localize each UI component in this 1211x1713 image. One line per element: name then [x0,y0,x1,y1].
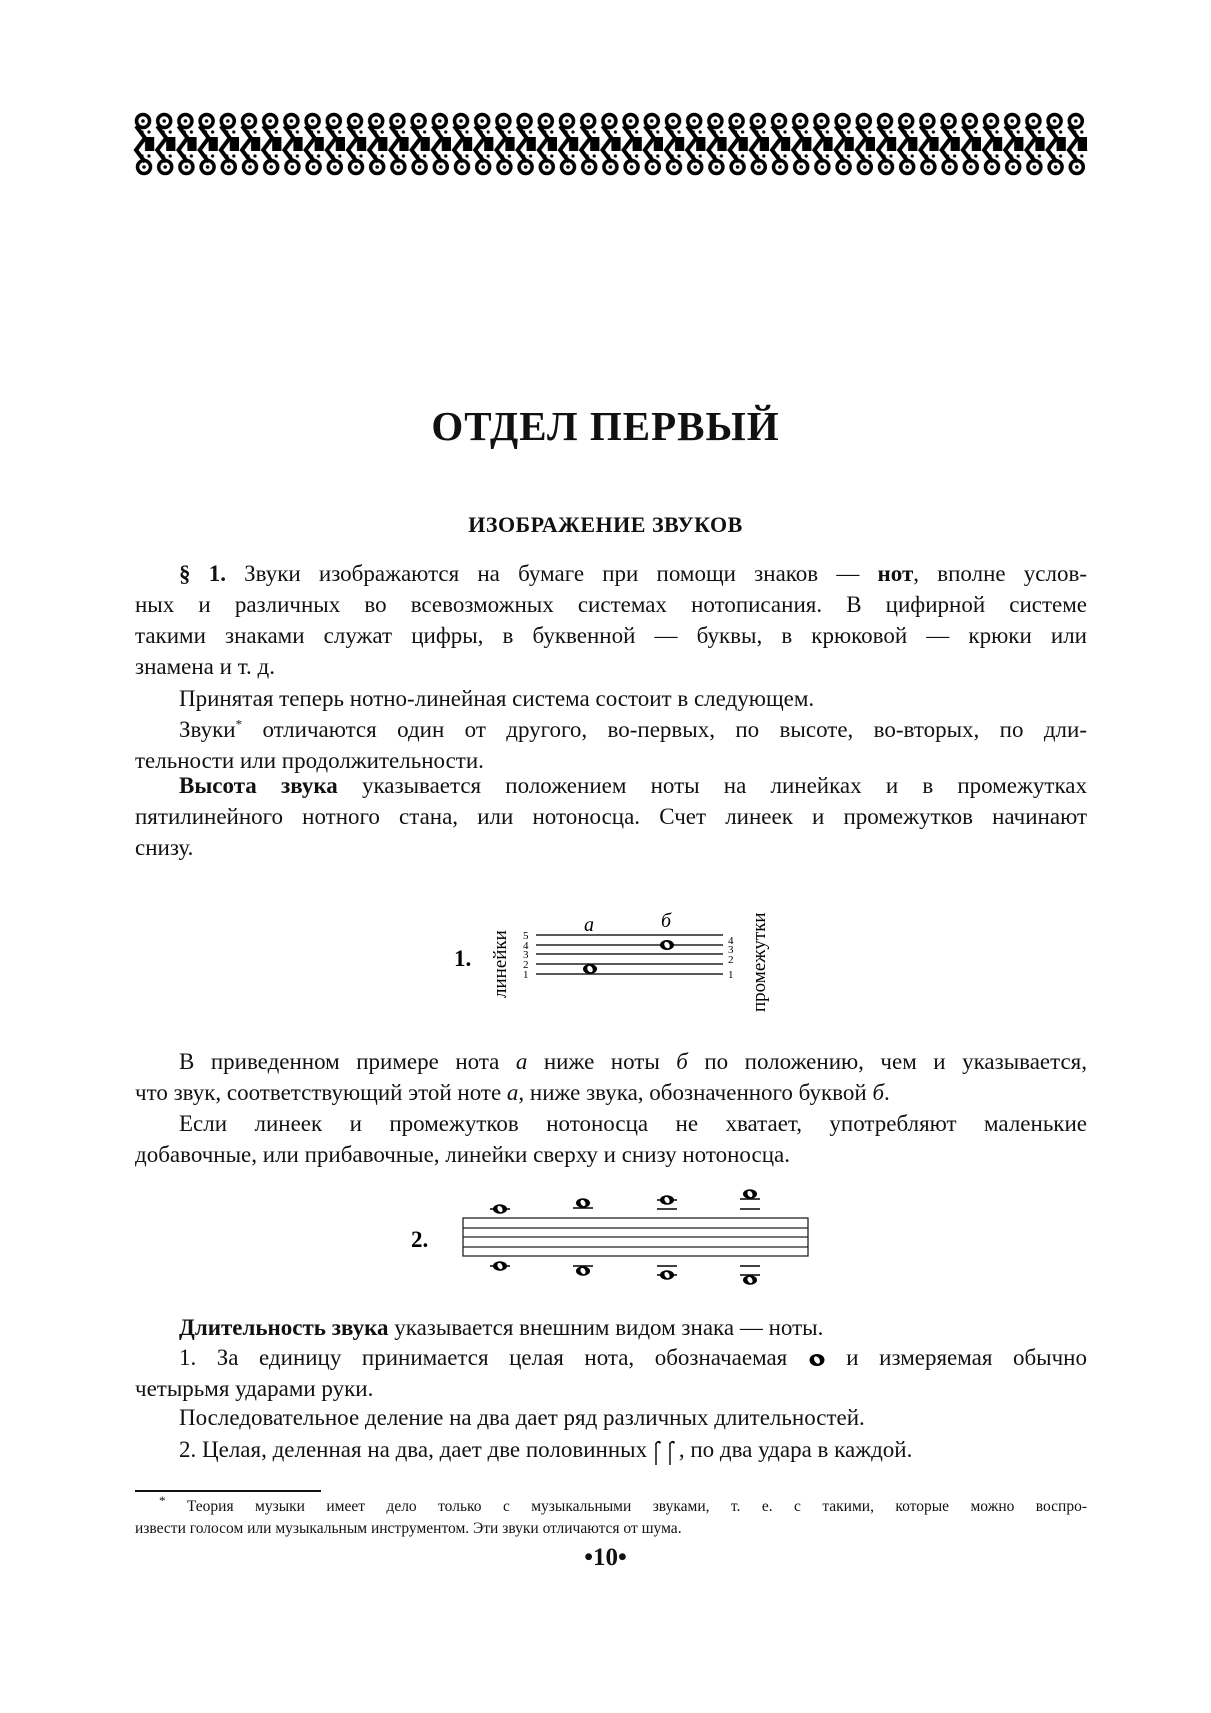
text: , ниже звука, обозначенного буквой [518,1080,873,1105]
text: , по два удара в каждой. [678,1437,913,1462]
space-number: 3 [728,944,734,956]
whole-note-a [583,964,597,974]
whole-note-icon [808,1351,826,1367]
line-number: 1 [523,969,529,981]
staff [463,1218,808,1256]
text-line: четырьмя ударами руки. [135,1376,374,1401]
text-line: тельности или продолжительности. [135,748,484,773]
text-line [135,714,1087,745]
note-ref: а [515,1049,528,1074]
text: В приведенном примере нота [179,1049,516,1074]
footnote-ref[interactable]: * [235,716,243,732]
paragraph-3 [135,714,1087,776]
text: 2. Целая, деленная на два, дает две половинных [179,1437,653,1462]
paragraph-6 [135,1108,1087,1170]
term-bold: Длительность звука [179,1315,389,1340]
text-line [135,1312,1087,1343]
label-spaces: промежутки [749,912,770,1012]
section-title: ИЗОБРАЖЕНИЕ ЗВУКОВ [468,512,743,537]
text-line: Последовательное деление на два дает ряд различных длительностей. [179,1405,865,1430]
text-line: Принятая теперь нотно-линейная система состоит в следующем. [179,686,815,711]
paragraph-2 [135,683,1087,714]
footnote [135,1492,1087,1540]
text-line: такими знаками служат цифры, в буквенной — буквы, в крюковой — крюки или [135,623,1087,648]
page-number [0,1544,1211,1572]
text-line [135,1077,1087,1108]
bullet-icon: • [584,1544,593,1571]
text-line [135,770,1087,801]
space-number: 2 [728,954,734,966]
text: . [884,1080,890,1105]
footnote-line [135,1492,1087,1518]
bullet-icon: • [618,1544,627,1571]
term-bold: нот [877,561,914,586]
text-line [135,1342,1087,1373]
note-label-a: а [584,914,594,936]
line-number: 2 [523,959,529,971]
paragraph-4 [135,770,1087,863]
text: что звук, соответствующий этой ноте [135,1080,507,1105]
footnote-line: извести голосом или музыкальным инструментом. Эти звуки отличаются от шума. [135,1520,682,1537]
note-ref: б [872,1080,885,1105]
half-notes-icon [653,1438,679,1466]
space-number: 1 [728,969,734,981]
footnote-mark: * [159,1492,166,1508]
paragraph-8 [135,1342,1087,1404]
paragraph-5 [135,1046,1087,1108]
text-line: снизу. [135,835,194,860]
ornament-border [133,112,1088,176]
text-line: Если линеек и промежутков нотоносца не хватает, употребляют маленькие [179,1111,1087,1136]
line-number: 3 [523,949,529,961]
note-ref: б [676,1049,688,1074]
text: 1. За единицу принимается целая нота, обозначаемая [179,1345,808,1370]
text-line [135,1046,1087,1077]
footnote-divider [135,1490,321,1492]
chapter-title: ОТДЕЛ ПЕРВЫЙ [431,403,780,449]
note-ref: а [506,1080,519,1105]
text: отличаются один от другого, во-первых, по высоте, во-вторых, по дли- [242,717,1087,742]
text: Звуки [179,717,236,742]
text: , вполне услов- [913,561,1087,586]
whole-note-b [660,940,674,950]
text-line: ных и различных во всевозможных системах нотописания. В цифирной системе [135,592,1087,617]
text-line: пятилинейного нотного стана, или нотоносца. Счет линеек и промежутков начинают [135,804,1087,829]
staff [536,935,723,974]
music-example-1 [440,880,780,1015]
note-label-b: б [661,910,672,932]
paragraph-10 [135,1434,1087,1466]
text: указывается положением ноты на линейках и в промежутках [337,773,1087,798]
example-number: 2. [411,1227,429,1252]
line-numbers [523,930,529,981]
example-number: 1. [454,946,472,971]
paragraph-9 [135,1402,1087,1433]
page-number-text: 10 [593,1544,618,1571]
text: и измеряемая обычно [825,1345,1087,1370]
line-number: 5 [523,930,529,942]
text: ниже ноты [527,1049,677,1074]
space-numbers [728,935,734,981]
music-example-2 [400,1185,820,1290]
line-number: 4 [523,940,529,952]
section-mark: § 1. [179,561,226,586]
text: по положению, чем и указывается, [687,1049,1087,1074]
paragraph-7 [135,1312,1087,1343]
text-line [135,558,1087,589]
text: указывается внешним видом знака — ноты. [388,1315,824,1340]
text-line: знамена и т. д. [135,654,275,679]
text-line [135,1434,1087,1466]
text-line: добавочные, или прибавочные, линейки сверху и снизу нотоносца. [135,1142,790,1167]
label-lines: линейки [490,930,511,998]
text: Звуки изображаются на бумаге при помощи знаков — [225,561,878,586]
term-bold: Высота звука [179,773,338,798]
text: Теория музыки имеет дело только с музыкальными звуками, т. е. с такими, которые можно воспро- [165,1498,1087,1515]
space-number: 4 [728,935,734,947]
paragraph-1 [135,558,1087,682]
